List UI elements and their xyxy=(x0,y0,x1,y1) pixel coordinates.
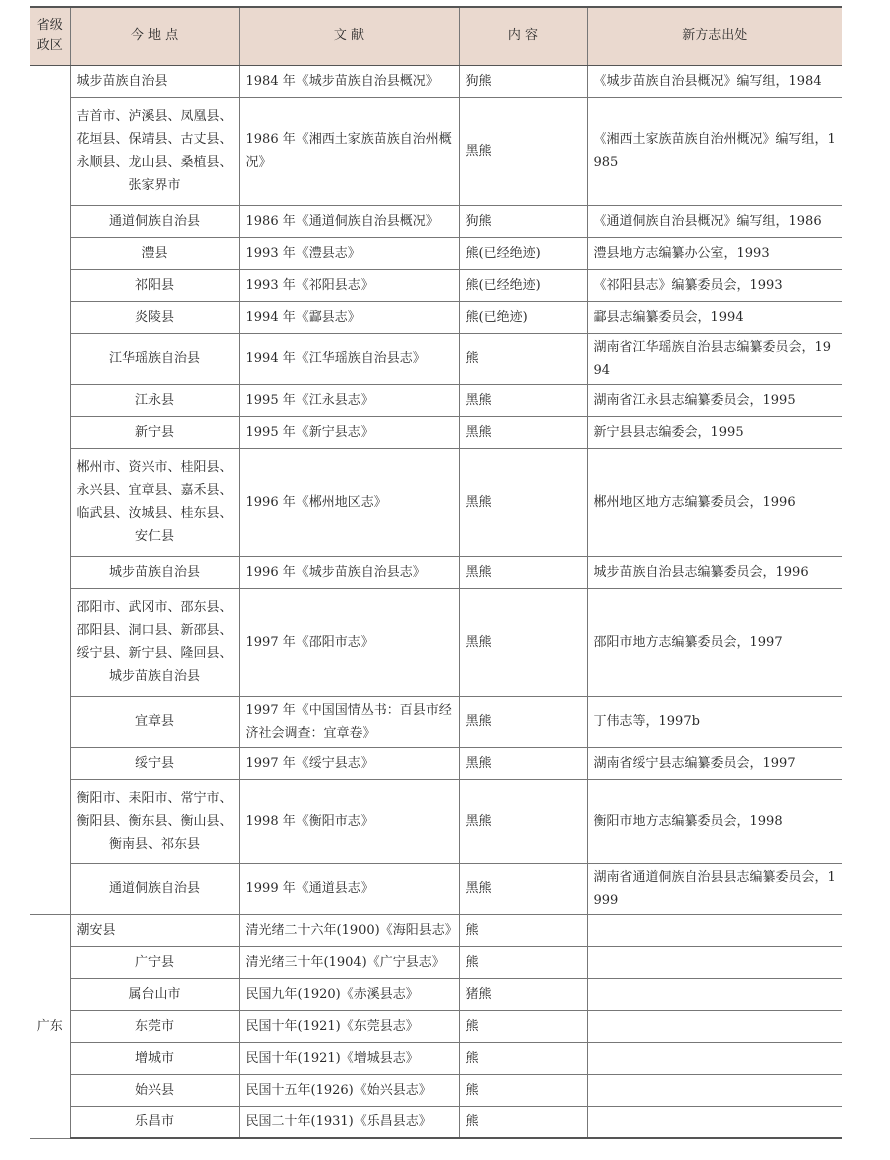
content-cell: 黑熊 xyxy=(459,556,587,588)
header-place: 今 地 点 xyxy=(70,7,239,65)
place-cell: 广宁县 xyxy=(70,946,239,978)
source-cell: 《湘西土家族苗族自治州概况》编写组，1985 xyxy=(587,97,842,205)
content-cell: 熊 xyxy=(459,1106,587,1138)
source-cell: 湖南省江华瑶族自治县志编纂委员会，1994 xyxy=(587,333,842,384)
table-row xyxy=(30,448,842,556)
content-cell: 狗熊 xyxy=(459,205,587,237)
header-province: 省级政区 xyxy=(30,7,70,65)
place-cell: 宜章县 xyxy=(70,696,239,747)
table-row xyxy=(30,416,842,448)
table-row xyxy=(30,205,842,237)
content-cell: 熊(已经绝迹) xyxy=(459,237,587,269)
place-cell: 属台山市 xyxy=(70,978,239,1010)
source-cell: 湖南省通道侗族自治县县志编纂委员会，1999 xyxy=(587,863,842,914)
place-cell: 澧县 xyxy=(70,237,239,269)
source-cell xyxy=(587,914,842,946)
table-row xyxy=(30,269,842,301)
content-cell: 黑熊 xyxy=(459,97,587,205)
source-cell: 澧县地方志编纂办公室，1993 xyxy=(587,237,842,269)
table-row xyxy=(30,301,842,333)
literature-cell: 民国九年(1920)《赤溪县志》 xyxy=(239,978,459,1010)
table-row xyxy=(30,978,842,1010)
table-row xyxy=(30,1010,842,1042)
header-source: 新方志出处 xyxy=(587,7,842,65)
source-cell: 酃县志编纂委员会，1994 xyxy=(587,301,842,333)
content-cell: 黑熊 xyxy=(459,696,587,747)
literature-cell: 清光绪三十年(1904)《广宁县志》 xyxy=(239,946,459,978)
source-cell: 衡阳市地方志编纂委员会，1998 xyxy=(587,779,842,863)
table-row xyxy=(30,914,842,946)
place-cell: 城步苗族自治县 xyxy=(70,556,239,588)
literature-cell: 1993 年《澧县志》 xyxy=(239,237,459,269)
literature-cell: 清光绪二十六年(1900)《海阳县志》 xyxy=(239,914,459,946)
content-cell: 猪熊 xyxy=(459,978,587,1010)
content-cell: 黑熊 xyxy=(459,416,587,448)
literature-cell: 1999 年《通道县志》 xyxy=(239,863,459,914)
literature-cell: 1996 年《郴州地区志》 xyxy=(239,448,459,556)
table-header-row xyxy=(30,7,842,65)
content-cell: 黑熊 xyxy=(459,588,587,696)
place-cell: 祁阳县 xyxy=(70,269,239,301)
source-cell: 城步苗族自治县志编纂委员会，1996 xyxy=(587,556,842,588)
table-row xyxy=(30,1042,842,1074)
literature-cell: 1994 年《江华瑶族自治县志》 xyxy=(239,333,459,384)
header-content: 内 容 xyxy=(459,7,587,65)
literature-cell: 民国十年(1921)《增城县志》 xyxy=(239,1042,459,1074)
source-cell: 《城步苗族自治县概况》编写组，1984 xyxy=(587,65,842,97)
table-row xyxy=(30,1106,842,1138)
table-row xyxy=(30,779,842,863)
literature-cell: 1997 年《中国国情丛书：百县市经济社会调查：宜章卷》 xyxy=(239,696,459,747)
source-cell: 《祁阳县志》编纂委员会，1993 xyxy=(587,269,842,301)
source-cell: 郴州地区地方志编纂委员会，1996 xyxy=(587,448,842,556)
content-cell: 熊 xyxy=(459,1074,587,1106)
content-cell: 黑熊 xyxy=(459,448,587,556)
table-row xyxy=(30,384,842,416)
header-literature: 文 献 xyxy=(239,7,459,65)
source-cell: 《通道侗族自治县概况》编写组，1986 xyxy=(587,205,842,237)
table-row xyxy=(30,237,842,269)
content-cell: 黑熊 xyxy=(459,779,587,863)
literature-cell: 民国十五年(1926)《始兴县志》 xyxy=(239,1074,459,1106)
content-cell: 熊 xyxy=(459,1010,587,1042)
source-cell: 丁伟志等，1997b xyxy=(587,696,842,747)
place-cell: 城步苗族自治县 xyxy=(70,65,239,97)
content-cell: 熊 xyxy=(459,333,587,384)
province-cell: 广东 xyxy=(30,914,70,1138)
table-row xyxy=(30,946,842,978)
content-cell: 熊 xyxy=(459,914,587,946)
place-cell: 通道侗族自治县 xyxy=(70,205,239,237)
content-cell: 熊 xyxy=(459,946,587,978)
province-cell xyxy=(30,65,70,914)
table-row xyxy=(30,696,842,747)
literature-cell: 1997 年《绥宁县志》 xyxy=(239,747,459,779)
literature-cell: 1998 年《衡阳市志》 xyxy=(239,779,459,863)
content-cell: 黑熊 xyxy=(459,747,587,779)
place-cell: 潮安县 xyxy=(70,914,239,946)
table-row xyxy=(30,65,842,97)
content-cell: 黑熊 xyxy=(459,863,587,914)
source-cell xyxy=(587,1106,842,1138)
table-row xyxy=(30,556,842,588)
literature-cell: 1994 年《酃县志》 xyxy=(239,301,459,333)
literature-cell: 1986 年《通道侗族自治县概况》 xyxy=(239,205,459,237)
source-cell xyxy=(587,978,842,1010)
table-row xyxy=(30,333,842,384)
source-cell xyxy=(587,1042,842,1074)
place-cell: 新宁县 xyxy=(70,416,239,448)
place-cell: 江华瑶族自治县 xyxy=(70,333,239,384)
literature-cell: 1995 年《新宁县志》 xyxy=(239,416,459,448)
place-cell: 郴州市、资兴市、桂阳县、永兴县、宜章县、嘉禾县、临武县、汝城县、桂东县、安仁县 xyxy=(70,448,239,556)
source-cell: 湖南省江永县志编纂委员会，1995 xyxy=(587,384,842,416)
source-cell: 邵阳市地方志编纂委员会，1997 xyxy=(587,588,842,696)
source-cell: 新宁县县志编委会，1995 xyxy=(587,416,842,448)
source-cell xyxy=(587,946,842,978)
place-cell: 吉首市、泸溪县、凤凰县、花垣县、保靖县、古丈县、永顺县、龙山县、桑植县、张家界市 xyxy=(70,97,239,205)
content-cell: 熊(已经绝迹) xyxy=(459,269,587,301)
literature-cell: 1996 年《城步苗族自治县志》 xyxy=(239,556,459,588)
literature-cell: 1984 年《城步苗族自治县概况》 xyxy=(239,65,459,97)
content-cell: 狗熊 xyxy=(459,65,587,97)
source-cell: 湖南省绥宁县志编纂委员会，1997 xyxy=(587,747,842,779)
content-cell: 黑熊 xyxy=(459,384,587,416)
literature-cell: 1995 年《江永县志》 xyxy=(239,384,459,416)
table-row xyxy=(30,588,842,696)
place-cell: 绥宁县 xyxy=(70,747,239,779)
source-cell xyxy=(587,1074,842,1106)
place-cell: 东莞市 xyxy=(70,1010,239,1042)
place-cell: 衡阳市、耒阳市、常宁市、衡阳县、衡东县、衡山县、衡南县、祁东县 xyxy=(70,779,239,863)
table-row xyxy=(30,747,842,779)
literature-cell: 民国十年(1921)《东莞县志》 xyxy=(239,1010,459,1042)
source-cell xyxy=(587,1010,842,1042)
literature-cell: 1997 年《邵阳市志》 xyxy=(239,588,459,696)
place-cell: 邵阳市、武冈市、邵东县、邵阳县、洞口县、新邵县、绥宁县、新宁县、隆回县、城步苗族自治县 xyxy=(70,588,239,696)
table-row xyxy=(30,1074,842,1106)
bear-records-table xyxy=(30,6,842,1139)
literature-cell: 民国二十年(1931)《乐昌县志》 xyxy=(239,1106,459,1138)
place-cell: 增城市 xyxy=(70,1042,239,1074)
literature-cell: 1986 年《湘西土家族苗族自治州概况》 xyxy=(239,97,459,205)
place-cell: 通道侗族自治县 xyxy=(70,863,239,914)
literature-cell: 1993 年《祁阳县志》 xyxy=(239,269,459,301)
table-row xyxy=(30,863,842,914)
place-cell: 始兴县 xyxy=(70,1074,239,1106)
place-cell: 炎陵县 xyxy=(70,301,239,333)
content-cell: 熊(已绝迹) xyxy=(459,301,587,333)
place-cell: 江永县 xyxy=(70,384,239,416)
content-cell: 熊 xyxy=(459,1042,587,1074)
place-cell: 乐昌市 xyxy=(70,1106,239,1138)
table-row xyxy=(30,97,842,205)
